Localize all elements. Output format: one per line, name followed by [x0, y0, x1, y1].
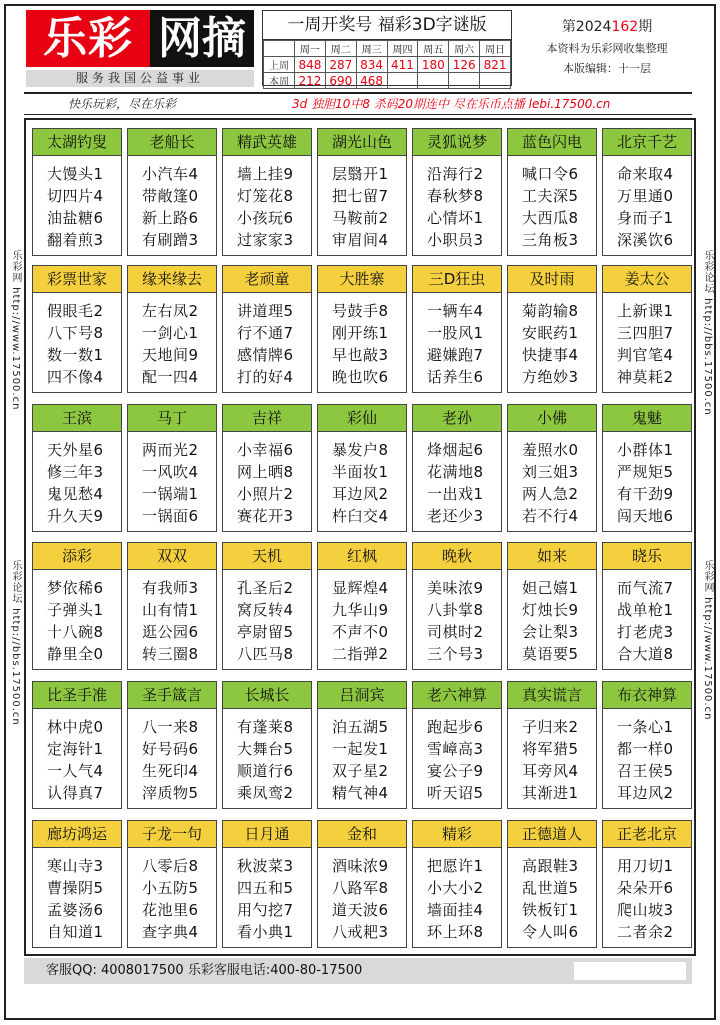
draw-number: 821: [480, 57, 511, 73]
riddle-line: 二指弹2: [332, 645, 389, 663]
riddle-line: 酒味浓9: [332, 857, 389, 875]
riddle-cell-title: 圣手箴言: [128, 682, 216, 709]
riddle-cell-title: 红枫: [318, 543, 406, 570]
riddle-line: 小照片2: [237, 485, 294, 503]
riddle-line: 用勺挖7: [237, 901, 294, 919]
riddle-cell: [222, 404, 312, 532]
riddle-line: 烽烟起6: [427, 441, 484, 459]
source-note: 本资料为乐彩网收集整理: [546, 42, 668, 55]
riddle-cell-title: 老孙: [413, 405, 501, 432]
day-label: 周日: [480, 41, 511, 57]
riddle-line: 暴发户8: [332, 441, 389, 459]
riddle-cell: [32, 128, 122, 256]
riddle-line: 子归来2: [522, 718, 579, 736]
riddle-cell: [127, 265, 217, 393]
riddle-line: 鬼见愁4: [47, 485, 104, 503]
riddle-line: 网上晒8: [237, 463, 294, 481]
riddle-line: 寒山寺3: [47, 857, 104, 875]
riddle-line: 雪嶂高3: [427, 740, 484, 758]
day-label: 周五: [418, 41, 449, 57]
riddle-line: 其渐进1: [522, 784, 579, 802]
riddle-line: 上新课1: [617, 302, 674, 320]
riddle-cell: [317, 128, 407, 256]
side-label-right-bottom: 乐彩网 http://www.17500.cn: [702, 560, 713, 721]
riddle-line: 油盐糖6: [47, 209, 104, 227]
riddle-cell-title: 吕洞宾: [318, 682, 406, 709]
weekly-results-title: 一周开奖号 福彩3D字谜版: [263, 11, 511, 40]
riddle-line: 大西瓜8: [522, 209, 579, 227]
riddle-line: 避嫌跑7: [427, 346, 484, 364]
riddle-cell: [507, 128, 597, 256]
riddle-line: 四五和5: [237, 879, 294, 897]
riddle-cell: [222, 542, 312, 670]
riddle-line: 不声不0: [332, 623, 389, 641]
riddle-line: 八戒耙3: [332, 923, 389, 941]
riddle-line: 一风吹4: [142, 463, 199, 481]
riddle-cell: [317, 542, 407, 670]
riddle-line: 四不像4: [47, 368, 104, 386]
riddle-line: 万里通0: [617, 187, 674, 205]
draw-number: 126: [449, 57, 480, 73]
riddle-cell-title: 正德道人: [508, 821, 596, 848]
riddle-line: 八卦掌8: [427, 601, 484, 619]
riddle-line: 有干劲9: [617, 485, 674, 503]
riddle-line: 八下号8: [47, 324, 104, 342]
riddle-cell: [602, 265, 692, 393]
weekly-results-table: [263, 40, 511, 89]
draw-number: 690: [325, 73, 356, 89]
riddle-cell-title: 老船长: [128, 129, 216, 156]
riddle-line: 菊韵输8: [522, 302, 579, 320]
riddle-line: 而气流7: [617, 579, 674, 597]
riddle-line: 灯笼花8: [237, 187, 294, 205]
draw-number: [387, 73, 418, 89]
riddle-line: 一出戏1: [427, 485, 484, 503]
logo-slogan: 服务我国公益事业: [26, 70, 254, 87]
riddle-cell-title: 布衣神算: [603, 682, 691, 709]
riddle-line: 一股风1: [427, 324, 484, 342]
riddle-line: 马鞍前2: [332, 209, 389, 227]
side-label-left-top: 乐彩网 http://www.17500.cn: [10, 250, 21, 411]
riddle-line: 八一来8: [142, 718, 199, 736]
riddle-line: 配一四4: [142, 368, 199, 386]
riddle-line: 左右凤2: [142, 302, 199, 320]
riddle-line: 墙上挂9: [237, 165, 294, 183]
riddle-line: 把七留7: [332, 187, 389, 205]
riddle-cell: [412, 404, 502, 532]
riddle-line: 身而子1: [617, 209, 674, 227]
riddle-line: 讲道理5: [237, 302, 294, 320]
riddle-cell: [32, 265, 122, 393]
riddle-cell: [412, 265, 502, 393]
riddle-line: 八匹马8: [237, 645, 294, 663]
riddle-line: 精气神4: [332, 784, 389, 802]
riddle-line: 自知道1: [47, 923, 104, 941]
riddle-line: 刘三姐3: [522, 463, 579, 481]
riddle-cell-title: 廊坊鸿运: [33, 821, 121, 848]
riddle-line: 有刷蹭3: [142, 231, 199, 249]
riddle-line: 令人叫6: [522, 923, 579, 941]
riddle-line: 莫语要5: [522, 645, 579, 663]
riddle-line: 好号码6: [142, 740, 199, 758]
riddle-cell: [602, 681, 692, 809]
riddle-line: 三个号3: [427, 645, 484, 663]
riddle-cell-title: 长城长: [223, 682, 311, 709]
day-label: 周一: [295, 41, 326, 57]
riddle-line: 天外星6: [47, 441, 104, 459]
riddle-line: 灯烛长9: [522, 601, 579, 619]
riddle-line: 逛公园6: [142, 623, 199, 641]
riddle-cell-title: 彩票世家: [33, 266, 121, 293]
riddle-line: 工夫深5: [522, 187, 579, 205]
riddle-cell: [412, 820, 502, 948]
riddle-cell: [222, 681, 312, 809]
riddle-line: 春秋梦8: [427, 187, 484, 205]
riddle-cell: [32, 681, 122, 809]
riddle-cell-title: 马丁: [128, 405, 216, 432]
riddle-line: 山有情1: [142, 601, 199, 619]
riddle-cell-title: 精武英雄: [223, 129, 311, 156]
riddle-cell-title: 三D狂虫: [413, 266, 501, 293]
riddle-line: 转三圈8: [142, 645, 199, 663]
riddle-cell-title: 蓝色闪电: [508, 129, 596, 156]
riddle-line: 查字典4: [142, 923, 199, 941]
riddle-line: 有蓬莱8: [237, 718, 294, 736]
riddle-line: 把愿许1: [427, 857, 484, 875]
riddle-cell-title: 姜太公: [603, 266, 691, 293]
riddle-line: 一锅面6: [142, 507, 199, 525]
riddle-line: 滓质物5: [142, 784, 199, 802]
riddle-line: 三四胆7: [617, 324, 674, 342]
riddle-cell: [602, 820, 692, 948]
riddle-line: 严规矩5: [617, 463, 674, 481]
riddle-cell-title: 小佛: [508, 405, 596, 432]
riddle-line: 召王侯5: [617, 762, 674, 780]
riddle-cell: [127, 820, 217, 948]
riddle-cell: [222, 128, 312, 256]
logo-red-part: 乐彩: [26, 10, 150, 67]
riddle-cell-title: 精彩: [413, 821, 501, 848]
riddle-line: 话养生6: [427, 368, 484, 386]
riddle-cell-title: 子龙一句: [128, 821, 216, 848]
weekly-results-box: [262, 10, 512, 86]
riddle-line: 杵臼交4: [332, 507, 389, 525]
riddle-line: 切四片4: [47, 187, 104, 205]
riddle-line: 小五防5: [142, 879, 199, 897]
riddle-line: 静里全0: [47, 645, 104, 663]
riddle-line: 秋波菜3: [237, 857, 294, 875]
day-label: 周六: [449, 41, 480, 57]
riddle-line: 认得真7: [47, 784, 104, 802]
riddle-line: 两人急2: [522, 485, 579, 503]
riddle-line: 老还少3: [427, 507, 484, 525]
riddle-line: 乘凤鸾2: [237, 784, 294, 802]
riddle-line: 早也敲3: [332, 346, 389, 364]
riddle-line: 八零后8: [142, 857, 199, 875]
riddle-cell: [127, 681, 217, 809]
riddle-cell-title: 北京千艺: [603, 129, 691, 156]
day-label: 周四: [387, 41, 418, 57]
riddle-line: 有我师3: [142, 579, 199, 597]
riddle-cell-title: 大胜寨: [318, 266, 406, 293]
riddle-cell-title: 老顽童: [223, 266, 311, 293]
riddle-cell-title: 天机: [223, 543, 311, 570]
last-week-label: 上周: [264, 57, 295, 73]
riddle-cell: [412, 542, 502, 670]
draw-number: [418, 73, 449, 89]
riddle-line: 亭尉留5: [237, 623, 294, 641]
riddle-line: 用刀切1: [617, 857, 674, 875]
riddle-line: 深溪饮6: [617, 231, 674, 249]
riddle-cell-title: 如来: [508, 543, 596, 570]
riddle-line: 小群体1: [617, 441, 674, 459]
riddle-line: 爬山坡3: [617, 901, 674, 919]
riddle-cell: [507, 681, 597, 809]
riddle-cell: [127, 542, 217, 670]
riddle-line: 战单枪1: [617, 601, 674, 619]
riddle-line: 道天波6: [332, 901, 389, 919]
riddle-line: 天地间9: [142, 346, 199, 364]
footer: [24, 958, 692, 984]
riddle-line: 朵朵开6: [617, 879, 674, 897]
days-row: [264, 41, 511, 57]
riddle-line: 司棋时2: [427, 623, 484, 641]
side-label-left-bottom: 乐彩论坛 http://bbs.17500.cn: [10, 560, 21, 726]
riddle-cell: [317, 681, 407, 809]
riddle-line: 快捷事4: [522, 346, 579, 364]
riddle-cell-title: 日月通: [223, 821, 311, 848]
riddle-cell-title: 比圣手准: [33, 682, 121, 709]
riddle-cell-title: 太湖钓叟: [33, 129, 121, 156]
riddle-line: 两而光2: [142, 441, 199, 459]
riddle-line: 妲己嬉1: [522, 579, 579, 597]
riddle-cell-title: 晓乐: [603, 543, 691, 570]
riddle-cell: [317, 820, 407, 948]
riddle-cell: [222, 265, 312, 393]
riddle-line: 升久天9: [47, 507, 104, 525]
riddle-line: 心情坏1: [427, 209, 484, 227]
riddle-line: 耳旁风4: [522, 762, 579, 780]
riddle-cell-title: 湖光山色: [318, 129, 406, 156]
draw-number: 287: [325, 57, 356, 73]
riddle-line: 二者余2: [617, 923, 674, 941]
day-label: 周三: [356, 41, 387, 57]
riddle-line: 一辆车4: [427, 302, 484, 320]
riddle-line: 沿海行2: [427, 165, 484, 183]
riddle-line: 刚开练1: [332, 324, 389, 342]
riddle-line: 宴公子9: [427, 762, 484, 780]
banner-slogan: 快乐玩彩，尽在乐彩: [68, 97, 177, 111]
riddle-cell: [127, 404, 217, 532]
footer-blank-box: [574, 962, 686, 980]
last-week-row: [264, 57, 511, 73]
riddle-line: 过家家3: [237, 231, 294, 249]
draw-number: [449, 73, 480, 89]
riddle-line: 一人气4: [47, 762, 104, 780]
riddle-line: 带敞篷0: [142, 187, 199, 205]
riddle-line: 羞照水0: [522, 441, 579, 459]
riddle-cell: [602, 542, 692, 670]
riddle-cell: [507, 542, 597, 670]
riddle-line: 三角板3: [522, 231, 579, 249]
riddle-cell: [507, 820, 597, 948]
riddle-cell: [602, 404, 692, 532]
riddle-line: 看小典1: [237, 923, 294, 941]
riddle-cell-title: 老六神算: [413, 682, 501, 709]
editor-note: 本版编辑：十一层: [563, 62, 651, 75]
riddle-line: 感情牌6: [237, 346, 294, 364]
riddle-cell-title: 灵狐说梦: [413, 129, 501, 156]
riddle-cell-title: 鬼魅: [603, 405, 691, 432]
draw-number: 834: [356, 57, 387, 73]
riddle-line: 小汽车4: [142, 165, 199, 183]
riddle-line: 晚也吹6: [332, 368, 389, 386]
riddle-line: 九华山9: [332, 601, 389, 619]
riddle-line: 若不行4: [522, 507, 579, 525]
this-week-label: 本周: [264, 73, 295, 89]
riddle-line: 将军猎5: [522, 740, 579, 758]
riddle-line: 耳边风2: [332, 485, 389, 503]
logo-black-part: 网摘: [150, 10, 254, 67]
riddle-line: 小幸福6: [237, 441, 294, 459]
riddle-line: 一起发1: [332, 740, 389, 758]
riddle-line: 都一样0: [617, 740, 674, 758]
riddle-line: 泊五湖5: [332, 718, 389, 736]
riddle-line: 小孩玩6: [237, 209, 294, 227]
riddle-cell-title: 晚秋: [413, 543, 501, 570]
riddle-line: 一锅端1: [142, 485, 199, 503]
riddle-line: 小大小2: [427, 879, 484, 897]
riddle-cell-title: 王滨: [33, 405, 121, 432]
riddle-line: 神莫耗2: [617, 368, 674, 386]
riddle-line: 行不通7: [237, 324, 294, 342]
this-week-row: [264, 73, 511, 89]
riddle-line: 子弹头1: [47, 601, 104, 619]
riddle-line: 半面妆1: [332, 463, 389, 481]
riddle-line: 曹操阴5: [47, 879, 104, 897]
riddle-cell: [412, 681, 502, 809]
riddle-cell: [412, 128, 502, 256]
riddle-line: 十八碗8: [47, 623, 104, 641]
riddle-cell-title: 正老北京: [603, 821, 691, 848]
riddle-line: 数一数1: [47, 346, 104, 364]
riddle-line: 窝反转4: [237, 601, 294, 619]
riddle-line: 翻着煎3: [47, 231, 104, 249]
riddle-line: 跑起步6: [427, 718, 484, 736]
riddle-line: 美味浓9: [427, 579, 484, 597]
banner: [24, 92, 692, 115]
riddle-line: 修三年3: [47, 463, 104, 481]
riddle-line: 会让梨3: [522, 623, 579, 641]
draw-number: [480, 73, 511, 89]
riddle-line: 方绝妙3: [522, 368, 579, 386]
side-label-right-top: 乐彩论坛 http://bbs.17500.cn: [702, 250, 713, 416]
riddle-line: 花池里6: [142, 901, 199, 919]
riddle-line: 八路军8: [332, 879, 389, 897]
riddle-line: 小职员3: [427, 231, 484, 249]
riddle-line: 环上环8: [427, 923, 484, 941]
riddle-cell-title: 吉祥: [223, 405, 311, 432]
riddle-cell: [32, 820, 122, 948]
draw-number: 848: [295, 57, 326, 73]
riddle-line: 赛花开3: [237, 507, 294, 525]
riddle-line: 定海针1: [47, 740, 104, 758]
riddle-cell: [317, 404, 407, 532]
draw-number: 468: [356, 73, 387, 89]
riddle-line: 显辉煌4: [332, 579, 389, 597]
riddle-line: 耳边风2: [617, 784, 674, 802]
riddle-cell: [317, 265, 407, 393]
riddle-line: 审眉间4: [332, 231, 389, 249]
riddle-line: 大馒头1: [47, 165, 104, 183]
riddle-line: 双子星2: [332, 762, 389, 780]
draw-number: 212: [295, 73, 326, 89]
riddle-cell: [222, 820, 312, 948]
riddle-line: 层翳开1: [332, 165, 389, 183]
riddle-cell: [602, 128, 692, 256]
riddle-line: 听天诏5: [427, 784, 484, 802]
riddle-line: 一条心1: [617, 718, 674, 736]
riddle-line: 命来取4: [617, 165, 674, 183]
riddle-line: 顺道行6: [237, 762, 294, 780]
riddle-line: 一剑心1: [142, 324, 199, 342]
riddle-cell-title: 添彩: [33, 543, 121, 570]
riddle-line: 判官笔4: [617, 346, 674, 364]
riddle-line: 花满地8: [427, 463, 484, 481]
riddle-line: 墙面挂4: [427, 901, 484, 919]
riddle-cell-title: 金和: [318, 821, 406, 848]
riddle-line: 假眼毛2: [47, 302, 104, 320]
riddle-line: 打的好4: [237, 368, 294, 386]
riddle-line: 合大道8: [617, 645, 674, 663]
riddle-line: 孟婆汤6: [47, 901, 104, 919]
riddle-cell: [507, 265, 597, 393]
riddle-line: 林中虎0: [47, 718, 104, 736]
riddle-cell-title: 真实谎言: [508, 682, 596, 709]
day-label: 周二: [325, 41, 356, 57]
riddle-line: 铁板钉1: [522, 901, 579, 919]
riddle-line: 孔圣后2: [237, 579, 294, 597]
riddle-line: 乱世道5: [522, 879, 579, 897]
riddle-cell: [32, 542, 122, 670]
footer-contact: 客服QQ: 4008017500 乐彩客服电话:400-80-17500: [46, 963, 363, 978]
issue-info: [522, 10, 692, 86]
draw-number: 411: [387, 57, 418, 73]
riddle-line: 闯天地6: [617, 507, 674, 525]
riddle-line: 大舞台5: [237, 740, 294, 758]
riddle-cell: [127, 128, 217, 256]
riddle-line: 打老虎3: [617, 623, 674, 641]
riddle-line: 梦依稀6: [47, 579, 104, 597]
riddle-cell-title: 双双: [128, 543, 216, 570]
issue-number: 第2024162期: [561, 19, 653, 35]
riddle-line: 号鼓手8: [332, 302, 389, 320]
riddle-line: 喊口令6: [522, 165, 579, 183]
riddle-line: 新上路6: [142, 209, 199, 227]
riddle-line: 安眠药1: [522, 324, 579, 342]
riddle-cell-title: 缘来缘去: [128, 266, 216, 293]
riddle-cell-title: 及时雨: [508, 266, 596, 293]
logo: [26, 10, 254, 67]
riddle-line: 高跟鞋3: [522, 857, 579, 875]
riddle-cell: [507, 404, 597, 532]
draw-number: 180: [418, 57, 449, 73]
riddle-cell: [32, 404, 122, 532]
riddle-cell-title: 彩仙: [318, 405, 406, 432]
banner-promo: 3d 独胆10中8 杀码20期连中 尽在乐币点播 lebi.17500.cn: [292, 97, 611, 111]
riddle-line: 生死印4: [142, 762, 199, 780]
